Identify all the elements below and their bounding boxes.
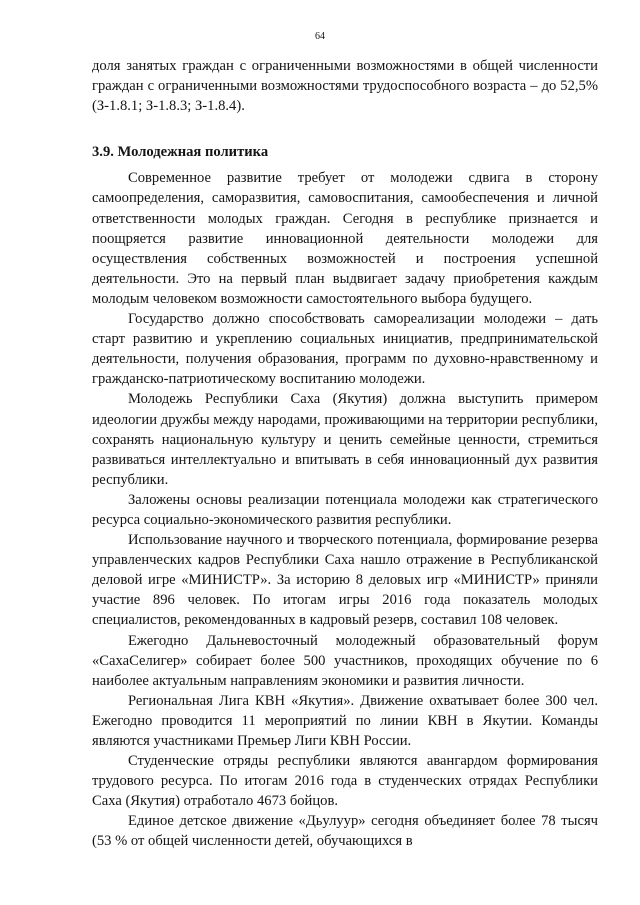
paragraph-3: Молодежь Республики Саха (Якутия) должна выступить примером идеологии дружбы между народами, проживающими на территории республики, сохранять национальную культуру и ценить семейные ценности, стремиться развиваться интеллектуально и впитывать в себя инновационный дух развития республики. bbox=[92, 391, 598, 488]
paragraph-9: Единое детское движение «Дьулуур» сегодня объединяет более 78 тысяч (53 % от общей численности детей, обучающихся в bbox=[92, 813, 598, 850]
paragraph-2: Государство должно способствовать самореализации молодежи – дать старт развитию и укреплению социальных инициатив, предпринимательской деятельности, получения образования, программ по духовно-нравственному и гражданско-патриотическому воспитанию молодежи. bbox=[92, 311, 598, 388]
paragraph-7: Региональная Лига КВН «Якутия». Движение охватывает более 300 чел. Ежегодно проводится 11 мероприятий по линии КВН в Якутии. Команды являются участниками Премьер Лиги КВН России. bbox=[92, 692, 598, 749]
intro-paragraph: доля занятых граждан с ограниченными возможностями в общей численности граждан с ограниченными возможностями трудоспособного возраста – до 52,5% (З-1.8.1; З-1.8.3; З-1.8.4). bbox=[92, 58, 598, 115]
page-number: 64 bbox=[315, 31, 325, 42]
paragraph-5: Использование научного и творческого потенциала, формирование резерва управленческих кадров Республики Саха нашло отражение в Республиканской деловой игре «МИНИСТР». За историю 8 деловых игр «МИНИСТР» приняли участие 896 человек. По итогам игры 2016 года показатель молодых специалистов, рекомендованных в кадровый резерв, составил 108 человек. bbox=[92, 532, 598, 629]
paragraph-1: Современное развитие требует от молодежи сдвига в сторону самоопределения, саморазвития, самовоспитания, самообеспечения и личной ответственности молодых граждан. Сегодня в республике признается и поощряется развитие инновационной деятельности молодежи для осуществления собственных возможностей и построения успешной деятельности. Это на первый план выдвигает задачу приобретения каждым молодым человеком возможности самостоятельного выбора будущего. bbox=[92, 170, 598, 307]
paragraph-8: Студенческие отряды республики являются авангардом формирования трудового ресурса. По итогам 2016 года в студенческих отрядах Республики Саха (Якутия) отработало 4673 бойцов. bbox=[92, 753, 598, 810]
page-body bbox=[92, 56, 598, 852]
paragraph-4: Заложены основы реализации потенциала молодежи как стратегического ресурса социально-экономического развития республики. bbox=[92, 491, 598, 528]
paragraph-6: Ежегодно Дальневосточный молодежный образовательный форум «СахаСелигер» собирает более 500 участников, проходящих обучение по 6 наиболее актуальным направлениям экономики и развития личности. bbox=[92, 632, 598, 689]
section-title: 3.9. Молодежная политика bbox=[92, 144, 269, 161]
